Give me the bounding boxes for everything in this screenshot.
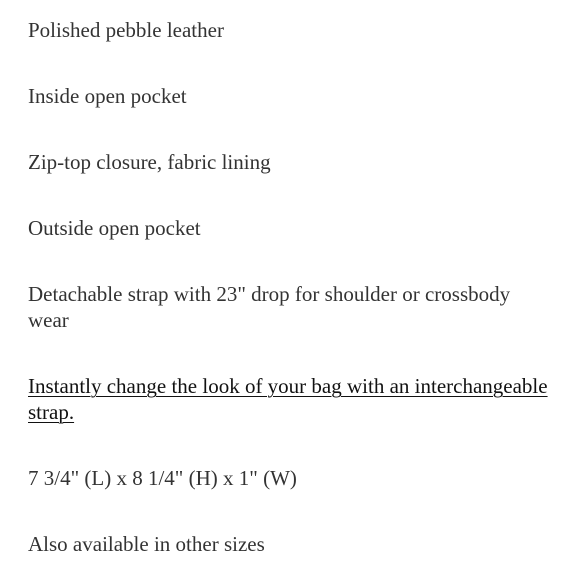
feature-strap: Detachable strap with 23" drop for shoulder or crossbody wear <box>28 282 511 332</box>
feature-list <box>28 17 556 557</box>
feature-closure: Zip-top closure, fabric lining <box>28 150 271 174</box>
feature-outside-pocket: Outside open pocket <box>28 216 201 240</box>
feature-other-sizes: Also available in other sizes <box>28 532 265 556</box>
feature-strap-link-item <box>28 373 556 425</box>
interchangeable-strap-link[interactable]: Instantly change the look of your bag with an interchangeable strap. <box>28 374 548 424</box>
feature-inside-pocket: Inside open pocket <box>28 84 187 108</box>
feature-dimensions: 7 3/4" (L) x 8 1/4" (H) x 1" (W) <box>28 466 297 490</box>
feature-leather: Polished pebble leather <box>28 18 224 42</box>
